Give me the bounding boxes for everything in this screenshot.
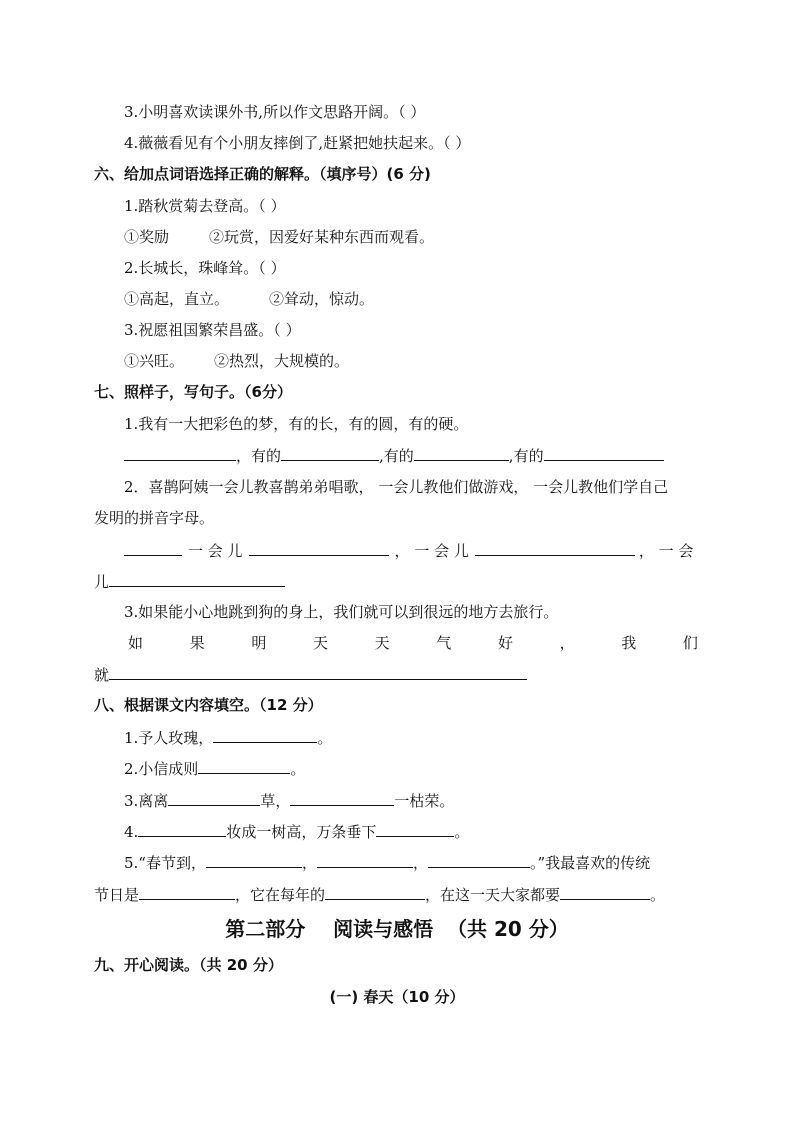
sec7-title: 七、照样子，写句子。（6分） [94, 383, 292, 401]
reading-subtitle: (一) 春天（10 分） [329, 988, 465, 1006]
part2-title: 第二部分 阅读与感悟 （共 20 分） [225, 917, 569, 941]
sec7-question-1: 1.我有一大把彩色的梦，有的长，有的圆，有的硬。 [124, 415, 469, 433]
sec8-question-4: 4. 妆成一树高，万条垂下 。 [124, 823, 470, 841]
answer-blank[interactable] [249, 540, 389, 556]
sec6-question-1: 1.踏秋赏菊去登高。（ ） [124, 197, 286, 215]
answer-blank[interactable] [198, 758, 290, 774]
sec7-q3-answer-line: 就 [94, 664, 527, 685]
sec8-title: 八、根据课文内容填空。（12 分） [94, 696, 323, 714]
answer-blank[interactable] [428, 852, 530, 868]
answer-blank[interactable] [290, 790, 394, 806]
sec7-q2-answer-line-cont: 儿 [94, 571, 285, 592]
sec8-question-2: 2.小信成则 。 [124, 760, 306, 778]
sec5-question-4: 4.薇薇看见有个小朋友摔倒了,赶紧把她扶起来。（ ） [124, 134, 471, 152]
sec6-title: 六、给加点词语选择正确的解释。（填序号）(6 分) [94, 165, 431, 183]
answer-blank[interactable] [376, 821, 454, 837]
option-b: ②热烈，大规模的。 [214, 352, 350, 370]
answer-blank[interactable] [317, 852, 413, 868]
sec6-question-3: 3.祝愿祖国繁荣昌盛。（ ） [124, 321, 301, 339]
answer-blank[interactable] [124, 540, 182, 556]
option-b: ②耸动，惊动。 [269, 290, 375, 308]
answer-blank[interactable] [206, 852, 302, 868]
option-a: ①兴旺。 [124, 352, 185, 370]
answer-blank[interactable] [138, 821, 226, 837]
sec6-q3-options [124, 351, 349, 371]
answer-blank[interactable] [168, 790, 260, 806]
answer-blank[interactable] [475, 540, 635, 556]
answer-blank[interactable] [139, 884, 235, 900]
answer-blank[interactable] [325, 884, 425, 900]
sec7-q2-answer-line: 一 会 儿 ， 一 会 儿 ， 一 会 [124, 540, 693, 561]
sec7-question-2: 2．喜鹊阿姨一会儿教喜鹊弟弟唱歌， 一会儿教他们做游戏， 一会儿教他们学自己 [124, 478, 669, 496]
option-a: ①奖励 [124, 228, 170, 246]
sec8-question-3: 3.离离 草， 一枯荣。 [124, 792, 455, 810]
sec7-question-3: 3.如果能小心地跳到狗的身上，我们就可以到很远的地方去旅行。 [124, 603, 559, 621]
answer-blank[interactable] [544, 445, 664, 461]
answer-blank[interactable] [560, 884, 650, 900]
answer-blank[interactable] [213, 727, 317, 743]
answer-blank[interactable] [414, 445, 509, 461]
sec6-q2-options [124, 289, 374, 309]
sec7-q3-spread-prompt: 如 果 明 天 天 气 好 ， 我 们 [128, 634, 698, 652]
sec8-question-5: 5.“春节到， ， ， 。”我最喜欢的传统 [124, 854, 651, 872]
sec8-question-1: 1.予人玫瑰， 。 [124, 729, 333, 747]
sec7-q1-answer-line: ，有的 ,有的 ,有的 [124, 445, 664, 466]
sec8-question-5-cont: 节日是 ，它在每年的 ，在这一天大家都要 。 [94, 886, 666, 904]
option-a: ①高起，直立。 [124, 290, 230, 308]
sec5-question-3: 3.小明喜欢读课外书,所以作文思路开阔。（ ） [124, 103, 426, 121]
option-b: ②玩赏，因爱好某种东西而观看。 [209, 228, 435, 246]
answer-blank[interactable] [109, 571, 285, 587]
answer-blank[interactable] [281, 445, 379, 461]
sec6-q1-options [124, 227, 434, 247]
sec6-question-2: 2.长城长，珠峰耸。（ ） [124, 259, 286, 277]
sec9-title: 九、开心阅读。（共 20 分） [94, 956, 283, 974]
answer-blank[interactable] [109, 664, 527, 680]
answer-blank[interactable] [124, 445, 236, 461]
sec7-question-2-cont: 发明的拼音字母。 [94, 509, 215, 527]
